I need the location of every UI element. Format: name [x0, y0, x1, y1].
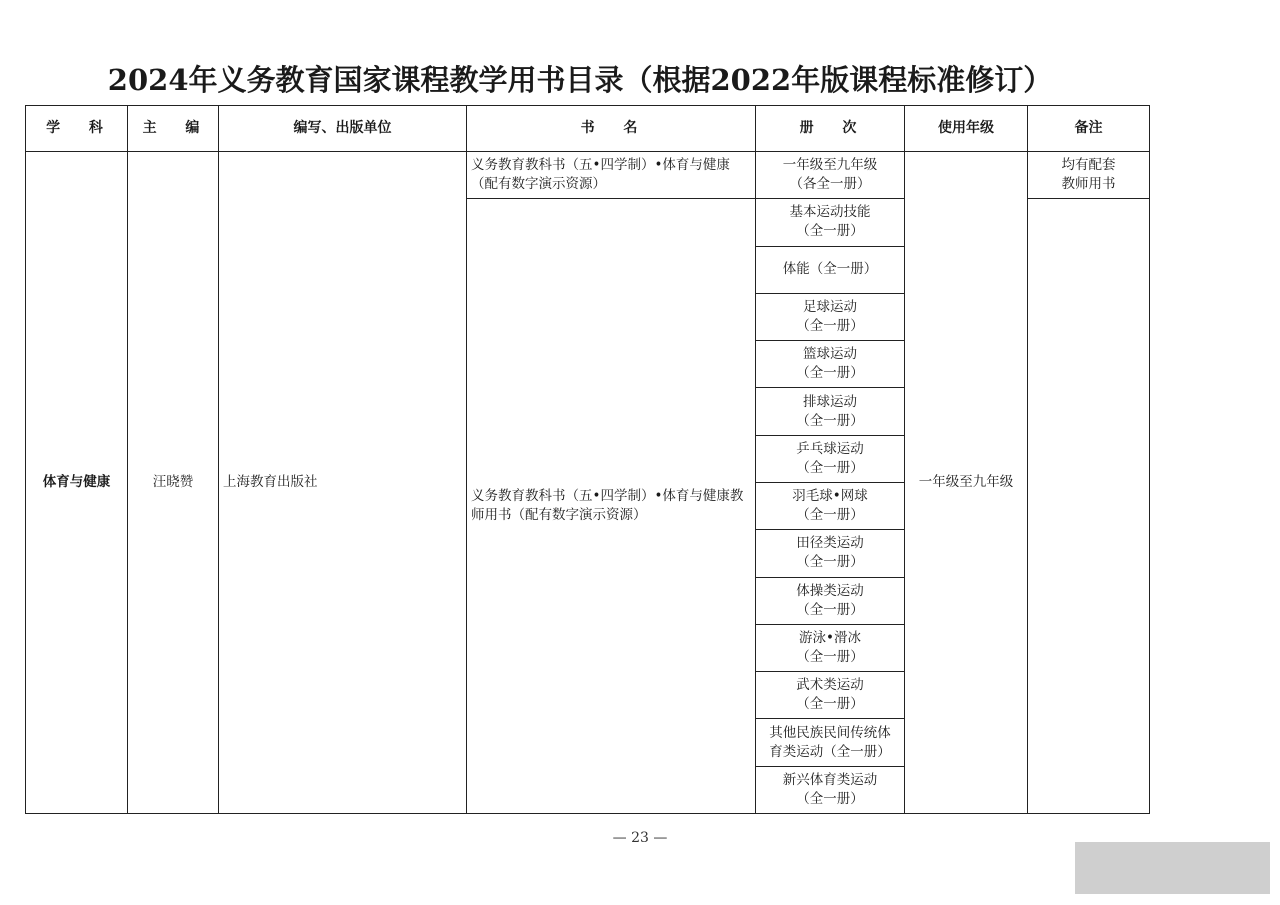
page-number: — 23 —	[612, 830, 668, 846]
volume-line: 体能（全一册）	[782, 261, 878, 278]
volume-cell	[756, 388, 905, 435]
catalog-table	[25, 105, 1150, 814]
volume-cell	[756, 577, 905, 624]
volume-line: 羽毛球•网球	[792, 488, 868, 505]
volume-line: （全一册）	[796, 317, 864, 334]
volume-line: （各全一册）	[789, 176, 871, 193]
volume-line: 田径类运动	[796, 535, 864, 552]
volume-cell	[756, 719, 905, 766]
header-subject: 学 科	[26, 106, 128, 152]
volume-cell	[756, 530, 905, 577]
grade-cell: 一年级至九年级	[905, 152, 1028, 814]
volume-cell	[756, 435, 905, 482]
volume-line: （全一册）	[796, 648, 864, 665]
volume-cell	[756, 624, 905, 671]
volume-line: 游泳•滑冰	[799, 629, 861, 646]
book-name-student: 义务教育教科书（五•四学制）•体育与健康（配有数字演示资源）	[467, 152, 756, 199]
volume-cell	[756, 672, 905, 719]
volume-cell	[756, 341, 905, 388]
volume-cell	[756, 246, 905, 293]
note-line: 均有配套	[1061, 157, 1116, 174]
volume-line: 基本运动技能	[789, 204, 871, 221]
publisher-cell: 上海教育出版社	[219, 152, 467, 814]
volume-line: 体操类运动	[796, 582, 864, 599]
note-cell	[1028, 152, 1150, 199]
volume-line: （全一册）	[796, 412, 864, 429]
volume-cell	[756, 766, 905, 813]
subject-cell: 体育与健康	[26, 152, 128, 814]
volume-line: 乒乓球运动	[796, 440, 864, 457]
header-publisher: 编写、出版单位	[219, 106, 467, 152]
book-name-teacher: 义务教育教科书（五•四学制）•体育与健康教师用书（配有数字演示资源）	[467, 199, 756, 814]
header-volume: 册 次	[756, 106, 905, 152]
header-book-name: 书 名	[467, 106, 756, 152]
page-title: 2024年义务教育国家课程教学用书目录（根据2022年版课程标准修订）	[107, 63, 1053, 97]
volume-line: 足球运动	[803, 298, 857, 315]
volume-student	[756, 152, 905, 199]
volume-line: （全一册）	[796, 459, 864, 476]
volume-line: 武术类运动	[796, 677, 864, 694]
volume-line: 其他民族民间传统体	[769, 724, 891, 741]
volume-line: 排球运动	[803, 393, 857, 410]
header-row	[26, 106, 1150, 152]
volume-line: 新兴体育类运动	[782, 771, 878, 788]
volume-line: （全一册）	[796, 554, 864, 571]
header-notes: 备注	[1028, 106, 1150, 152]
header-grade: 使用年级	[905, 106, 1028, 152]
volume-line: 育类运动（全一册）	[769, 743, 891, 760]
watermark-logo	[1075, 842, 1270, 894]
header-editor: 主 编	[128, 106, 219, 152]
note-line: 教师用书	[1061, 176, 1116, 193]
note-empty-cell	[1028, 199, 1150, 814]
volume-line: 篮球运动	[803, 346, 857, 363]
volume-cell	[756, 199, 905, 246]
table-row	[26, 152, 1150, 199]
volume-line: （全一册）	[796, 601, 864, 618]
editor-cell: 汪晓赞	[128, 152, 219, 814]
volume-line: （全一册）	[796, 696, 864, 713]
volume-cell	[756, 293, 905, 340]
volume-line: （全一册）	[796, 507, 864, 524]
volume-line: （全一册）	[796, 365, 864, 382]
volume-line: （全一册）	[796, 790, 864, 807]
volume-cell	[756, 482, 905, 529]
volume-line: 一年级至九年级	[782, 157, 878, 174]
volume-line: （全一册）	[796, 223, 864, 240]
